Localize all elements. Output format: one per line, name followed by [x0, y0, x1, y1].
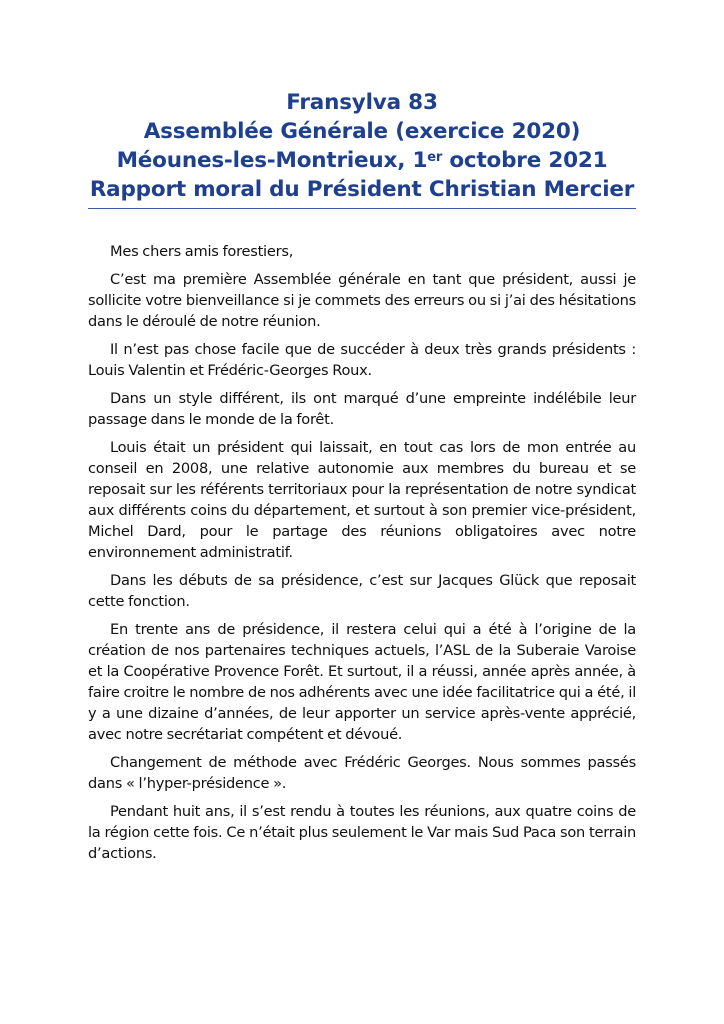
paragraph: Pendant huit ans, il s’est rendu à toutes les réunions, aux quatre coins de la région cette fois. Ce n’était plus seulement le Var mais Sud Paca son terrain d’actions. — [88, 803, 636, 862]
document-body — [88, 241, 636, 871]
title-organization: Fransylva 83 — [286, 90, 438, 115]
paragraph: Il n’est pas chose facile que de succéder à deux très grands présidents : Louis Valentin et Frédéric-Georges Roux. — [88, 341, 636, 379]
paragraph-greeting: Mes chers amis forestiers, — [110, 243, 294, 260]
title-date: octobre 2021 — [442, 148, 608, 173]
document-title — [88, 88, 636, 204]
title-place-date — [88, 146, 636, 175]
paragraph: Dans les débuts de sa présidence, c’est sur Jacques Glück que reposait cette fonction. — [88, 572, 636, 610]
title-assembly: Assemblée Générale (exercice 2020) — [143, 119, 581, 144]
paragraph: C’est ma première Assemblée générale en tant que président, aussi je sollicite votre bienveillance si je commets des erreurs ou si j’ai des hésitations dans le déroulé de notre réunion. — [88, 271, 636, 330]
paragraph: Louis était un président qui laissait, en tout cas lors de mon entrée au conseil en 2008, une relative autonomie aux membres du bureau et se reposait sur les référents territoriaux pour la représentation de notre syndicat aux différents coins du département, et surtout à son premier vice-président, Michel Dard, pour le partage des réunions obligatoires avec notre environnement administratif. — [88, 439, 636, 561]
title-underline — [88, 208, 636, 209]
paragraph: En trente ans de présidence, il restera celui qui a été à l’origine de la création de nos partenaires techniques actuels, l’ASL de la Suberaie Varoise et la Coopérative Provence Forêt. Et surtout, il a réussi, année après année, à faire croitre le nombre de nos adhérents avec une idée facilitatrice qui a été, il y a une dizaine d’années, de leur apporter un service après-vente apprécié, avec notre secrétariat compétent et dévoué. — [88, 621, 636, 743]
paragraph: Changement de méthode avec Frédéric Georges. Nous sommes passés dans « l’hyper-présidence ». — [88, 754, 636, 792]
paragraph: Dans un style différent, ils ont marqué d’une empreinte indélébile leur passage dans le monde de la forêt. — [88, 390, 636, 428]
title-ordinal: er — [427, 150, 443, 165]
title-place: Méounes-les-Montrieux, 1 — [116, 148, 428, 173]
title-report: Rapport moral du Président Christian Mercier — [89, 177, 635, 202]
